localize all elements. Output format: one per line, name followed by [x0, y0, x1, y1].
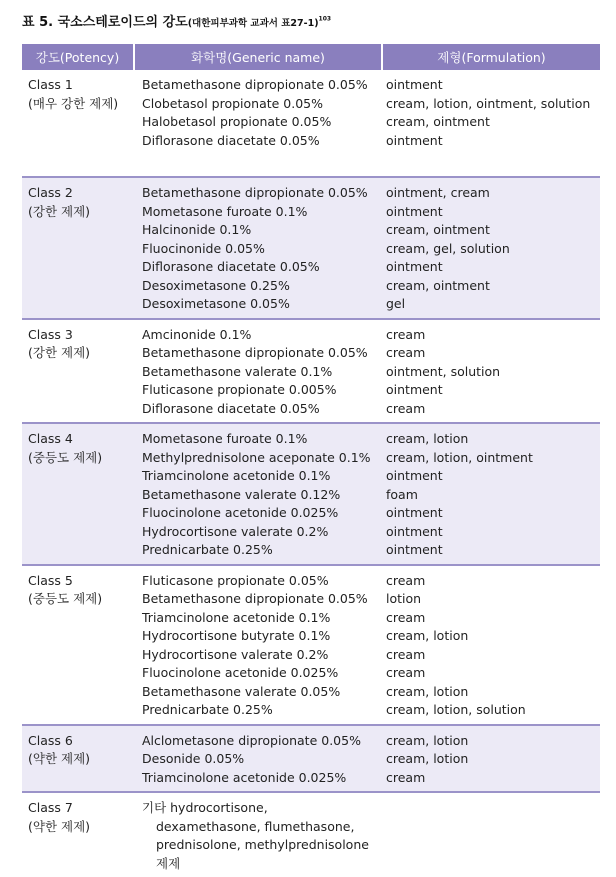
generic-name: Betamethasone valerate 0.1%: [142, 363, 333, 379]
generic-name-cell: [134, 319, 382, 424]
header-formulation: 제형(Formulation): [382, 44, 600, 70]
class-description: (약한 제제): [28, 751, 91, 766]
class-description: (강한 제제): [28, 345, 91, 360]
formulation: cream, lotion: [386, 683, 469, 699]
formulation-cell: [382, 177, 600, 319]
formulation: ointment, cream: [386, 185, 490, 200]
table-row: [22, 70, 600, 177]
class-description: (중등도 제제): [28, 449, 103, 465]
table-row: [22, 319, 600, 424]
potency-cell: [22, 792, 134, 877]
potency-cell: [22, 565, 134, 725]
formulation: cream: [386, 609, 426, 625]
header-potency: 강도(Potency): [22, 44, 134, 70]
generic-name: Diflorasone diacetate 0.05%: [142, 259, 320, 274]
generic-name: Hydrocortisone valerate 0.2%: [142, 523, 329, 539]
header-generic-name: 화학명(Generic name): [134, 44, 382, 70]
formulation: cream, lotion: [386, 628, 469, 643]
generic-name-cell: [134, 177, 382, 319]
generic-name-cell: [134, 792, 382, 877]
potency-cell: [22, 423, 134, 565]
formulation: ointment: [386, 382, 443, 397]
formulation: ointment: [386, 523, 443, 539]
caption-source: (대한피부과학 교과서 표27-1): [187, 18, 319, 29]
class-description: (중등도 제제): [28, 591, 103, 606]
formulation-cell: [382, 792, 600, 877]
potency-cell: [22, 319, 134, 424]
class-description: (강한 제제): [28, 203, 91, 219]
class-name: Class 1: [28, 77, 73, 92]
generic-name: Diflorasone diacetate 0.05%: [142, 132, 320, 148]
generic-name: Betamethasone valerate 0.12%: [142, 486, 341, 502]
formulation: cream, lotion, solution: [386, 702, 526, 717]
generic-name: prednisolone, methylprednisolone: [156, 837, 369, 852]
generic-name-cell: [134, 725, 382, 793]
formulation: foam: [386, 486, 418, 502]
potency-cell: [22, 177, 134, 319]
table-caption: [22, 11, 331, 30]
generic-name: Hydrocortisone butyrate 0.1%: [142, 628, 331, 643]
formulation: ointment: [386, 468, 443, 483]
generic-name: Triamcinolone acetonide 0.1%: [142, 609, 331, 625]
formulation: cream, gel, solution: [386, 240, 510, 256]
formulation-cell: [382, 319, 600, 424]
generic-name-cell: [134, 70, 382, 177]
formulation: ointment, solution: [386, 363, 501, 379]
generic-name: Prednicarbate 0.25%: [142, 702, 273, 717]
class-name: Class 4: [28, 431, 73, 446]
generic-name: Betamethasone dipropionate 0.05%: [142, 77, 368, 92]
generic-name: 제제: [156, 855, 181, 871]
generic-name: dexamethasone, flumethasone,: [156, 818, 355, 834]
potency-cell: [22, 70, 134, 177]
formulation: cream, lotion: [386, 732, 469, 748]
generic-name: Mometasone furoate 0.1%: [142, 431, 308, 446]
generic-name: Fluocinolone acetonide 0.025%: [142, 665, 339, 680]
formulation: cream, lotion: [386, 431, 469, 446]
generic-name: Triamcinolone acetonide 0.1%: [142, 468, 331, 483]
formulation: cream, lotion, ointment: [386, 449, 533, 465]
formulation-cell: [382, 423, 600, 565]
formulation: lotion: [386, 591, 422, 606]
formulation: ointment: [386, 505, 443, 520]
formulation: cream, ointment: [386, 222, 490, 237]
caption-reference: 103: [318, 15, 332, 23]
generic-name: Alclometasone dipropionate 0.05%: [142, 732, 361, 748]
class-name: Class 3: [28, 326, 73, 342]
steroid-potency-table: [22, 44, 600, 877]
generic-name: Clobetasol propionate 0.05%: [142, 95, 323, 111]
class-name: Class 6: [28, 732, 73, 748]
formulation: cream: [386, 326, 426, 342]
table-row: [22, 565, 600, 725]
generic-name: Fluocinolone acetonide 0.025%: [142, 505, 339, 520]
formulation: cream: [386, 345, 426, 360]
caption-main: 표 5. 국소스테로이드의 강도: [22, 15, 188, 30]
generic-name: Betamethasone valerate 0.05%: [142, 683, 341, 699]
generic-name: Mometasone furoate 0.1%: [142, 203, 308, 219]
generic-name: Betamethasone dipropionate 0.05%: [142, 185, 368, 200]
generic-name: Desoximetasone 0.25%: [142, 277, 290, 293]
generic-name: Triamcinolone acetonide 0.025%: [142, 769, 347, 785]
generic-name: Desoximetasone 0.05%: [142, 296, 290, 311]
formulation-cell: [382, 70, 600, 177]
generic-name: Prednicarbate 0.25%: [142, 542, 273, 557]
generic-name-cell: [134, 423, 382, 565]
formulation: gel: [386, 296, 406, 311]
generic-name: Fluticasone propionate 0.05%: [142, 572, 329, 588]
formulation: ointment: [386, 542, 443, 557]
table-row: [22, 792, 600, 877]
formulation: cream: [386, 665, 426, 680]
formulation: cream, lotion: [386, 751, 469, 766]
generic-name: Halobetasol propionate 0.05%: [142, 114, 332, 129]
formulation: cream: [386, 572, 426, 588]
generic-name: Hydrocortisone valerate 0.2%: [142, 646, 329, 662]
formulation: ointment: [386, 132, 443, 148]
generic-name: 기타 hydrocortisone,: [142, 800, 268, 815]
class-name: Class 7: [28, 800, 73, 815]
generic-name: Desonide 0.05%: [142, 751, 245, 766]
formulation: cream: [386, 400, 426, 416]
class-description: (약한 제제): [28, 818, 91, 834]
table-row: [22, 725, 600, 793]
class-name: Class 2: [28, 185, 73, 200]
formulation-cell: [382, 565, 600, 725]
generic-name: Amcinonide 0.1%: [142, 326, 252, 342]
generic-name: Betamethasone dipropionate 0.05%: [142, 345, 368, 360]
generic-name: Fluticasone propionate 0.005%: [142, 382, 337, 397]
formulation: ointment: [386, 259, 443, 274]
formulation: ointment: [386, 203, 443, 219]
generic-name: Diflorasone diacetate 0.05%: [142, 400, 320, 416]
table-row: [22, 423, 600, 565]
generic-name: Betamethasone dipropionate 0.05%: [142, 591, 368, 606]
formulation: cream: [386, 769, 426, 785]
formulation: cream, ointment: [386, 114, 490, 129]
class-description: (매우 강한 제제): [28, 95, 119, 111]
formulation: cream, ointment: [386, 277, 490, 293]
generic-name-cell: [134, 565, 382, 725]
generic-name: Methylprednisolone aceponate 0.1%: [142, 449, 371, 465]
formulation: cream, lotion, ointment, solution: [386, 95, 591, 111]
class-name: Class 5: [28, 572, 73, 588]
potency-cell: [22, 725, 134, 793]
formulation-cell: [382, 725, 600, 793]
formulation: cream: [386, 646, 426, 662]
header-row: [22, 44, 600, 70]
generic-name: Halcinonide 0.1%: [142, 222, 252, 237]
formulation: ointment: [386, 77, 443, 92]
table-row: [22, 177, 600, 319]
generic-name: Fluocinonide 0.05%: [142, 240, 265, 256]
